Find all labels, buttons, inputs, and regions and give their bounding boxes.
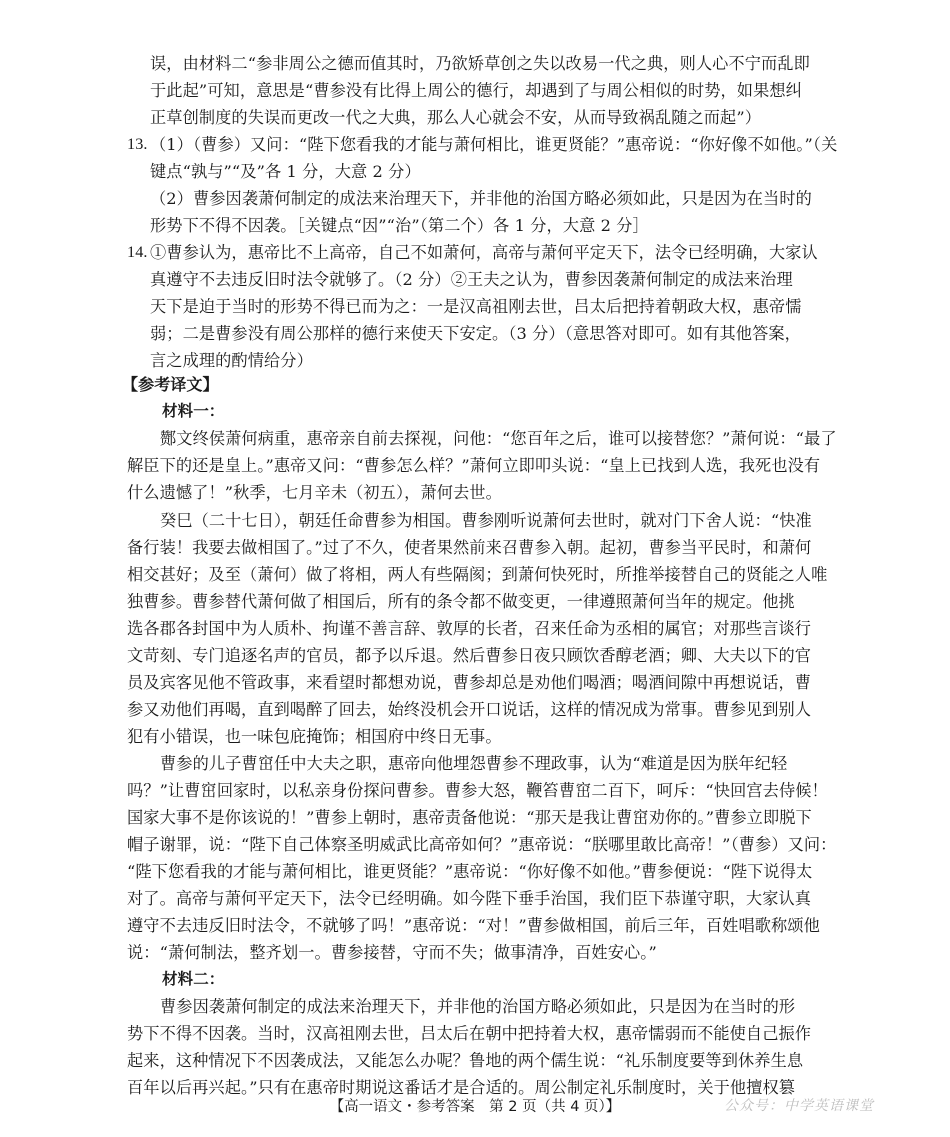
material-one-line: 曹参的儿子曹窋任中大夫之职，惠帝向他埋怨曹参不理政事，认为“难道是因为朕年纪轻 [160, 754, 788, 773]
material-one-line: 酂文终侯萧何病重，惠帝亲自前去探视，问他：“您百年之后，谁可以接替您？”萧何说：“最了 [160, 429, 837, 448]
watermark: 公众号：中学英语课堂 [724, 1098, 874, 1114]
material-one-line: 相交甚好；及至（萧何）做了将相，两人有些隔阂；到萧何快死时，所推举接替自己的贤能之人唯 [127, 565, 828, 584]
q13-answer-line: 键点“孰与”“及”各 1 分，大意 2 分） [150, 162, 421, 181]
material-two-line: 百年以后再兴起。”只有在惠帝时期说这番话才是合适的。周公制定礼乐制度时，关于他擅权篡 [127, 1078, 796, 1097]
section-heading-translation: 【参考译文】 [122, 375, 219, 394]
page-footer: 【高一语文・参考答案 第 2 页（共 4 页）】 [329, 1099, 621, 1115]
material-one-line: 犯有小错误，也一味包庇掩饰；相国府中终日无事。 [127, 727, 502, 746]
material-one-line: 什么遗憾了！”秋季，七月辛未（初五），萧何去世。 [127, 483, 502, 502]
material-one-line: “陛下您看我的才能与萧何相比，谁更贤能？”惠帝说：“你好像不如他。”曹参便说：“陛下说得太 [127, 862, 813, 881]
answer-text-line: 正草创制度的失误而更改一代之大典，那么人心就会不安，从而导致祸乱随之而起”） [150, 108, 762, 127]
material-one-line: 帽子谢罪，说：“陛下自己体察圣明威武比高帝如何？”惠帝说：“朕哪里敢比高帝！”（曹参）又问： [127, 835, 837, 854]
question-number-14: 14. [127, 243, 148, 261]
material-one-line: 国家大事不是你该说的！”曹参上朝时，惠帝责备他说：“那天是我让曹窋劝你的。”曹参立即脱下 [127, 808, 812, 827]
q14-answer-line: 言之成理的酌情给分） [150, 351, 313, 370]
material-one-line: 备行装！我要去做相国了。”过了不久，使者果然前来召曹参入朝。起初，曹参当平民时，和萧何 [127, 538, 812, 557]
material-one-line: 癸巳（二十七日），朝廷任命曹参为相国。曹参刚听说萧何去世时，就对门下舍人说：“快准 [160, 511, 812, 530]
material-one-line: 吗？”让曹窋回家时，以私亲身份探问曹参。曹参大怒，鞭笞曹窋二百下，呵斥：“快回宫去侍候！ [127, 781, 828, 800]
material-one-title: 材料一： [162, 402, 225, 420]
material-two-title: 材料二： [162, 970, 225, 988]
material-two-line: 曹参因袭萧何制定的成法来治理天下，并非他的治国方略必须如此，只是因为在当时的形 [160, 997, 796, 1016]
q13-answer-line: （2）曹参因袭萧何制定的成法来治理天下，并非他的治国方略必须如此，只是因为在当时的 [150, 189, 812, 208]
question-number-13: 13. [127, 135, 148, 153]
material-one-line: 文苛刻、专门追逐名声的官员，都予以斥退。然后曹参日夜只顾饮香醇老酒；卿、大夫以下的官 [127, 646, 812, 665]
material-one-line: 说：“萧何制法，整齐划一。曹参接替，守而不失；做事清净，百姓安心。” [127, 943, 657, 962]
material-one-line: 选各郡各封国中为人质朴、拘谨不善言辞、敦厚的长者，召来任命为丞相的属官；对那些言谈行 [127, 619, 812, 638]
answer-text-line: 于此起”可知，意思是“曹参没有比得上周公的德行，却遇到了与周公相似的时势，如果想纠 [150, 81, 802, 100]
material-one-line: 解臣下的还是皇上。”惠帝又问：“曹参怎么样？”萧何立即叩头说：“皇上已找到人选，我死也没有 [127, 456, 821, 475]
q14-answer-line: 弱；二是曹参没有周公那样的德行来使天下安定。（3 分）（意思答对即可。如有其他答案， [150, 324, 801, 343]
q14-answer-line: ①曹参认为，惠帝比不上高帝，自己不如萧何，高帝与萧何平定天下，法令已经明确，大家认 [150, 243, 818, 262]
answer-text-line: 误，由材料二“参非周公之德而值其时，乃欲矫草创之失以改易一代之典，则人心不宁而乱即 [150, 54, 810, 73]
material-two-line: 势下不得不因袭。当时，汉高祖刚去世，吕太后在朝中把持着大权，惠帝懦弱而不能使自己振作 [127, 1024, 812, 1043]
material-one-line: 独曹参。曹参替代萧何做了相国后，所有的条令都不做变更，一律遵照萧何当年的规定。他挑 [127, 592, 795, 611]
q13-answer-line: （1）（曹参）又问：“陛下您看我的才能与萧何相比，谁更贤能？”惠帝说：“你好像不如他。”（关 [150, 135, 838, 154]
material-two-line: 起来，这种情况下不因袭成法，又能怎么办呢？鲁地的两个儒生说：“礼乐制度要等到休养生息 [127, 1051, 804, 1070]
material-one-line: 参又劝他们再喝，直到喝醉了回去，始终没机会开口说话，这样的情况成为常事。曹参见到别人 [127, 700, 812, 719]
material-one-line: 遵守不去违反旧时法令，不就够了吗！”惠帝说：“对！”曹参做相国，前后三年，百姓唱歌称颂他 [127, 916, 820, 935]
material-one-line: 对了。高帝与萧何平定天下，法令已经明确。如今陛下垂手治国，我们臣下恭谨守职，大家认真 [127, 889, 812, 908]
q14-answer-line: 真遵守不去违反旧时法令就够了。（2 分）②王夫之认为，曹参因袭萧何制定的成法来治理 [150, 270, 793, 289]
q14-answer-line: 天下是迫于当时的形势不得已而为之：一是汉高祖刚去世，吕太后把持着朝政大权，惠帝懦 [150, 297, 802, 316]
material-one-line: 员及宾客见他不管政事，来看望时都想劝说，曹参却总是劝他们喝酒；喝酒间隙中再想说话，曹 [127, 673, 812, 692]
q13-answer-line: 形势下不得不因袭。［关键点“因”“治”（第二个）各 1 分，大意 2 分］ [150, 216, 649, 235]
